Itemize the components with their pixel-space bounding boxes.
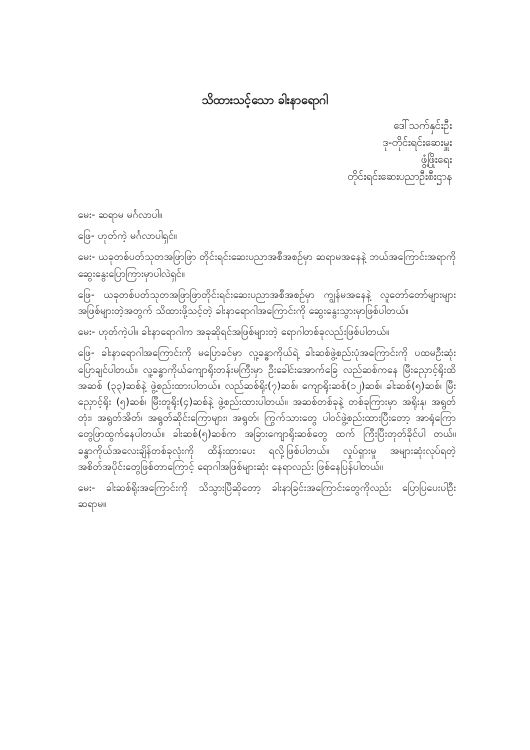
paragraph: ဖြေ- ခါးနာရောဂါအကြောင်းကို မပြောခင်မှာ လူ့ခန္ဓာကိုယ်ရဲ့ ခါးဆစ်ဖွဲ့စည်းပုံအကြောင်းကို ပထမဦးဆုံး ပြောချင်ပါတယ်။ လူ့ခန္ဓာကိုယ်ကျောရိုးတန်းမကြီးမှာ ဦးခေါင်းအောက်ခြေ လည်ဆစ်ကနေ မြီးညှောင့်ရိုးထိ အဆစ် (၃၃)ဆစ်နဲ့ ဖွဲ့စည်းထားပါတယ်။ လည်ဆစ်ရိုး(၇)ဆစ်၊ ကျောရိုးဆစ်(၁၂)ဆစ်၊ ခါးဆစ်(၅)ဆစ်၊ မြီးညှောင့်ရိုး (၅)ဆစ်၊ မြီးတူရိုး(၄)ဆစ်နဲ့ ဖွဲ့စည်းထားပါတယ်။ အဆစ်တစ်ခုနဲ့ တစ်ခုကြားမှာ အရိုးနု၊ အရွတ်တုံး၊ အရွတ်အိတ်၊ အရွတ်ဆိုင်းကြောများ၊ အရွတ်၊ ကြွက်သားတွေ ပါဝင်ဖွဲ့စည်းထားပြီးတော့ အာရုံကြောတွေဖြာထွက်နေပါတယ်။ ခါးဆစ်(၅)ဆစ်က အခြားကျောရိုးဆစ်တွေ ထက် ကြီးပြီးတုတ်ခိုင်ပါ တယ်။ ခန္ဓာကိုယ်အလေးချိန်တစ်ခုလုံးကို ထိန်းထားပေး ရလို့ဖြစ်ပါတယ်။ လှုပ်ရှားမှု အများဆုံးလုပ်ရတဲ့ အစိတ်အပိုင်းတွေဖြစ်တာကြောင့် ရောဂါအဖြစ်များဆုံး နေရာလည်း ဖြစ်နေပြန်ပါတယ်။ (78, 348, 456, 473)
signer-name: ဒေါ်သက်နှင်းဦး (393, 120, 452, 132)
paragraph: ဖြေ- ဟုတ်ကဲ့ မင်္ဂလာပါရှင်။ (78, 231, 177, 243)
signer-block (348, 118, 452, 186)
paragraph: မေး- ဟုတ်ကဲ့ပါ။ ခါးနာရောဂါက အခုဆိုရင်အဖြစ်များတဲ့ ရောဂါတစ်ခုလည်းဖြစ်ပါတယ်။ (78, 327, 390, 339)
document-title: သိထားသင့်သော ခါးနာရောဂါ (201, 93, 329, 107)
signer-department: တိုင်းရင်းဆေးပညာဦးစီးဌာန (347, 171, 452, 183)
signer-division: ဖွံ့ဖြိုးရေး (421, 154, 452, 166)
paragraph: မေး- ယခုတစ်ပတ်သုတအဖြာဖြာ တိုင်းရင်းဆေးပညာအစီအစဉ်မှာ ဆရာမအနေနဲ့ ဘယ်အကြောင်းအရာကို ဆွေးနွေးပြောကြားမှာပါလဲရှင်။ (78, 252, 456, 280)
signer-position: ဒု-တိုင်းရင်းဆေးမှူး (382, 137, 452, 149)
document-body (78, 208, 456, 518)
paragraph: မေး- ခါးဆစ်ရိုးအကြောင်းကို သိသွားပြီဆိုတော့ ခါးနာခြင်းအကြောင်းတွေကိုလည်း ပြောပြပေးပါဦး ဆရာမ။ (78, 483, 456, 511)
paragraph: မေး- ဆရာမ မင်္ဂလာပါ။ (78, 210, 163, 221)
paragraph: ဖြေ- ယခုတစ်ပတ်သုတအဖြာဖြာတိုင်းရင်းဆေးပညာအစီအစဉ်မှာ ကျွန်မအနေနဲ့ လူတော်တော်များများ အဖြစ်များတဲ့အတွက် သိထားဖို့သင့်တဲ့ ခါးနာရောဂါအကြောင်းကို ဆွေးနွေးသွားမှာဖြစ်ပါတယ်။ (78, 289, 456, 318)
